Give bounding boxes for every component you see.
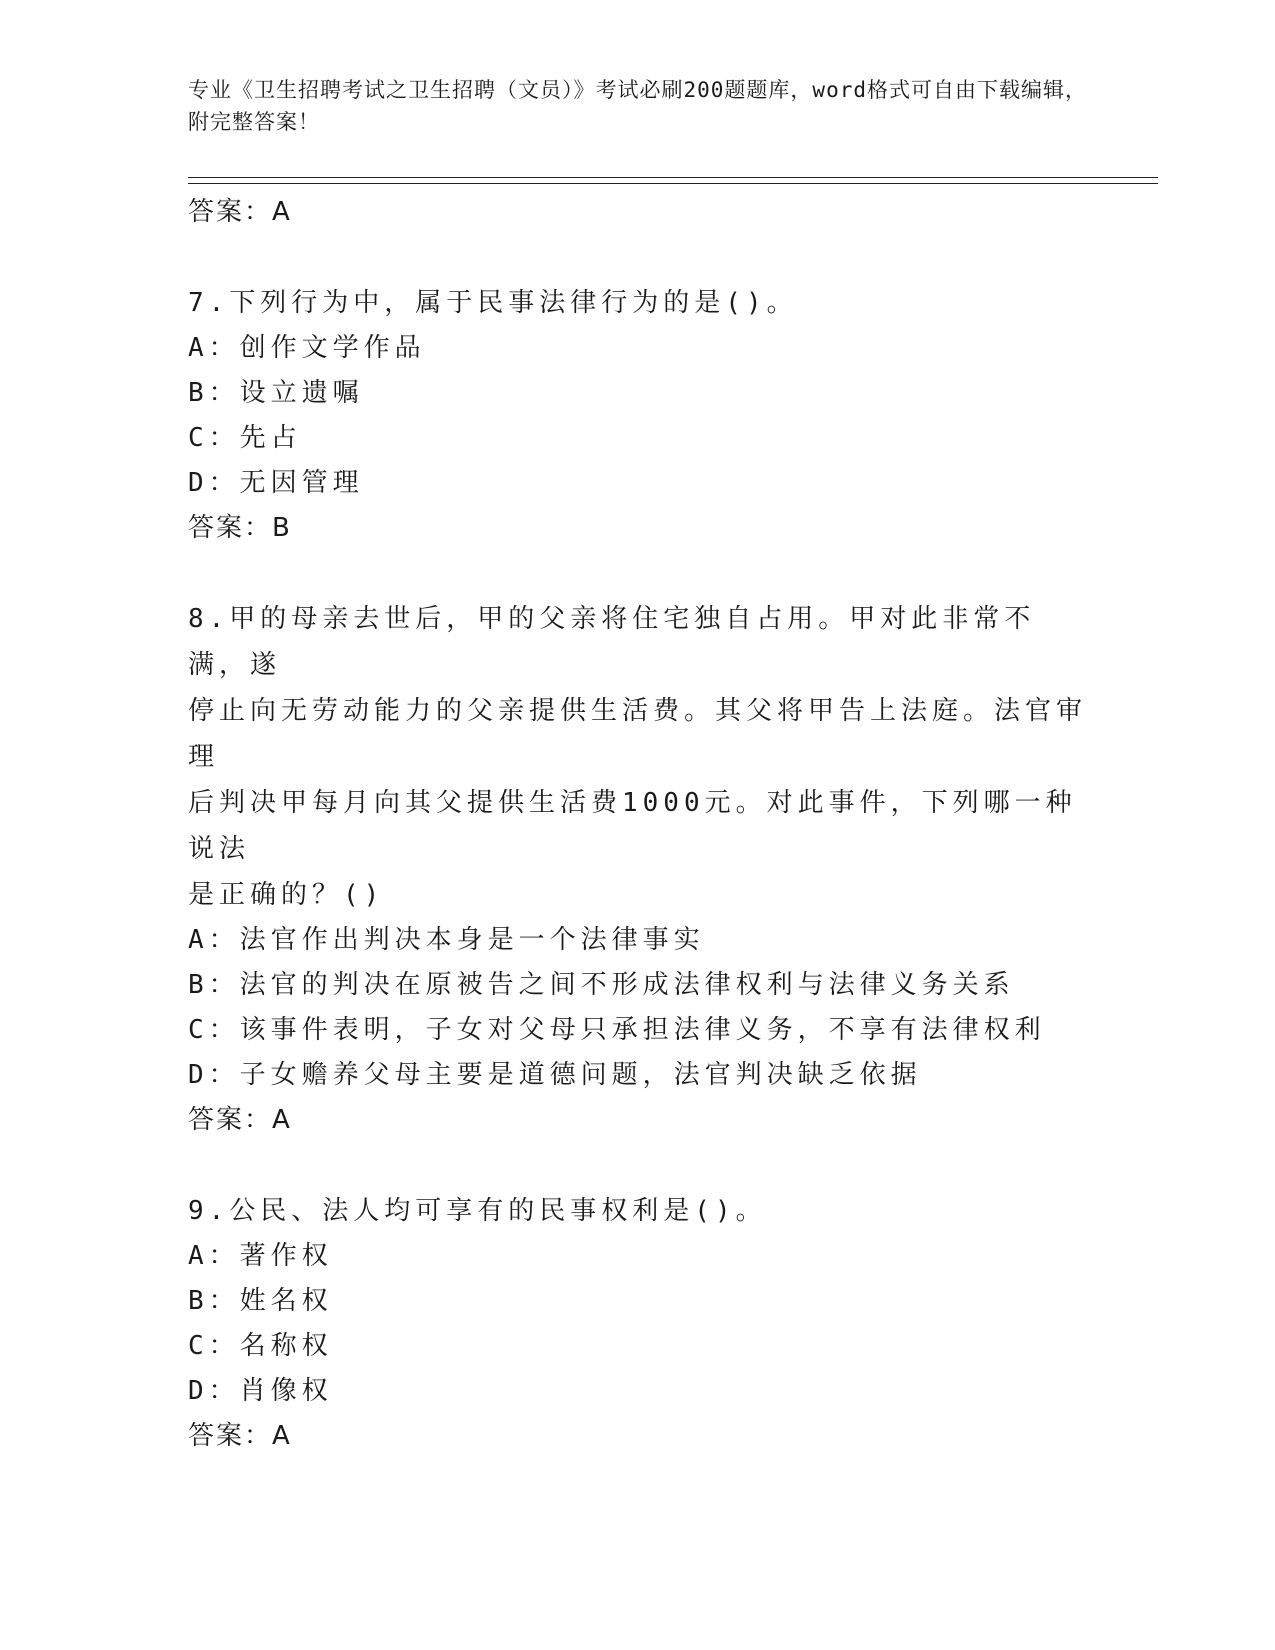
question-list <box>188 190 1088 1458</box>
question-stem: 7.下列行为中，属于民事法律行为的是()。 <box>188 288 798 318</box>
answer-label: 答案：A <box>188 1105 292 1135</box>
option-c: C：该事件表明，子女对父母只承担法律义务，不享有法律权利 <box>188 1015 1046 1045</box>
header-divider-top <box>188 177 1158 178</box>
option-d: D：子女赡养父母主要是道德问题，法官判决缺乏依据 <box>188 1060 922 1090</box>
question-stem-line: 停止向无劳动能力的父亲提供生活费。其父将甲告上法庭。法官审理 <box>188 696 1088 772</box>
answer-label: 答案：A <box>188 1421 292 1451</box>
spacer <box>188 1142 1088 1188</box>
question-9 <box>188 1188 1088 1458</box>
option-d: D：肖像权 <box>188 1376 333 1406</box>
answer-label: 答案：B <box>188 513 292 543</box>
option-a: A：著作权 <box>188 1241 333 1271</box>
answer-label: 答案：A <box>188 197 292 227</box>
question-7 <box>188 280 1088 550</box>
option-b: B：设立遗嘱 <box>188 378 364 408</box>
question-stem-line: 8.甲的母亲去世后，甲的父亲将住宅独自占用。甲对此非常不满，遂 <box>188 604 1036 680</box>
question-stem: 9.公民、法人均可享有的民事权利是()。 <box>188 1196 767 1226</box>
document-header: 专业《卫生招聘考试之卫生招聘（文员）》考试必刷200题题库，word格式可自由下载编辑，附完整答案！ <box>188 78 1087 134</box>
option-c: C：先占 <box>188 423 302 453</box>
question-stem-line: 后判决甲每月向其父提供生活费1000元。对此事件，下列哪一种说法 <box>188 788 1077 864</box>
question-stem-line: 是正确的？() <box>188 880 385 910</box>
option-b: B：姓名权 <box>188 1286 333 1316</box>
option-a: A：法官作出判决本身是一个法律事实 <box>188 925 705 955</box>
spacer <box>188 234 1088 280</box>
option-d: D：无因管理 <box>188 468 364 498</box>
question-8 <box>188 596 1088 1142</box>
option-b: B：法官的判决在原被告之间不形成法律权利与法律义务关系 <box>188 970 1015 1000</box>
spacer <box>188 550 1088 596</box>
header-divider-bottom <box>188 183 1158 184</box>
option-a: A：创作文学作品 <box>188 333 426 363</box>
option-c: C：名称权 <box>188 1331 333 1361</box>
